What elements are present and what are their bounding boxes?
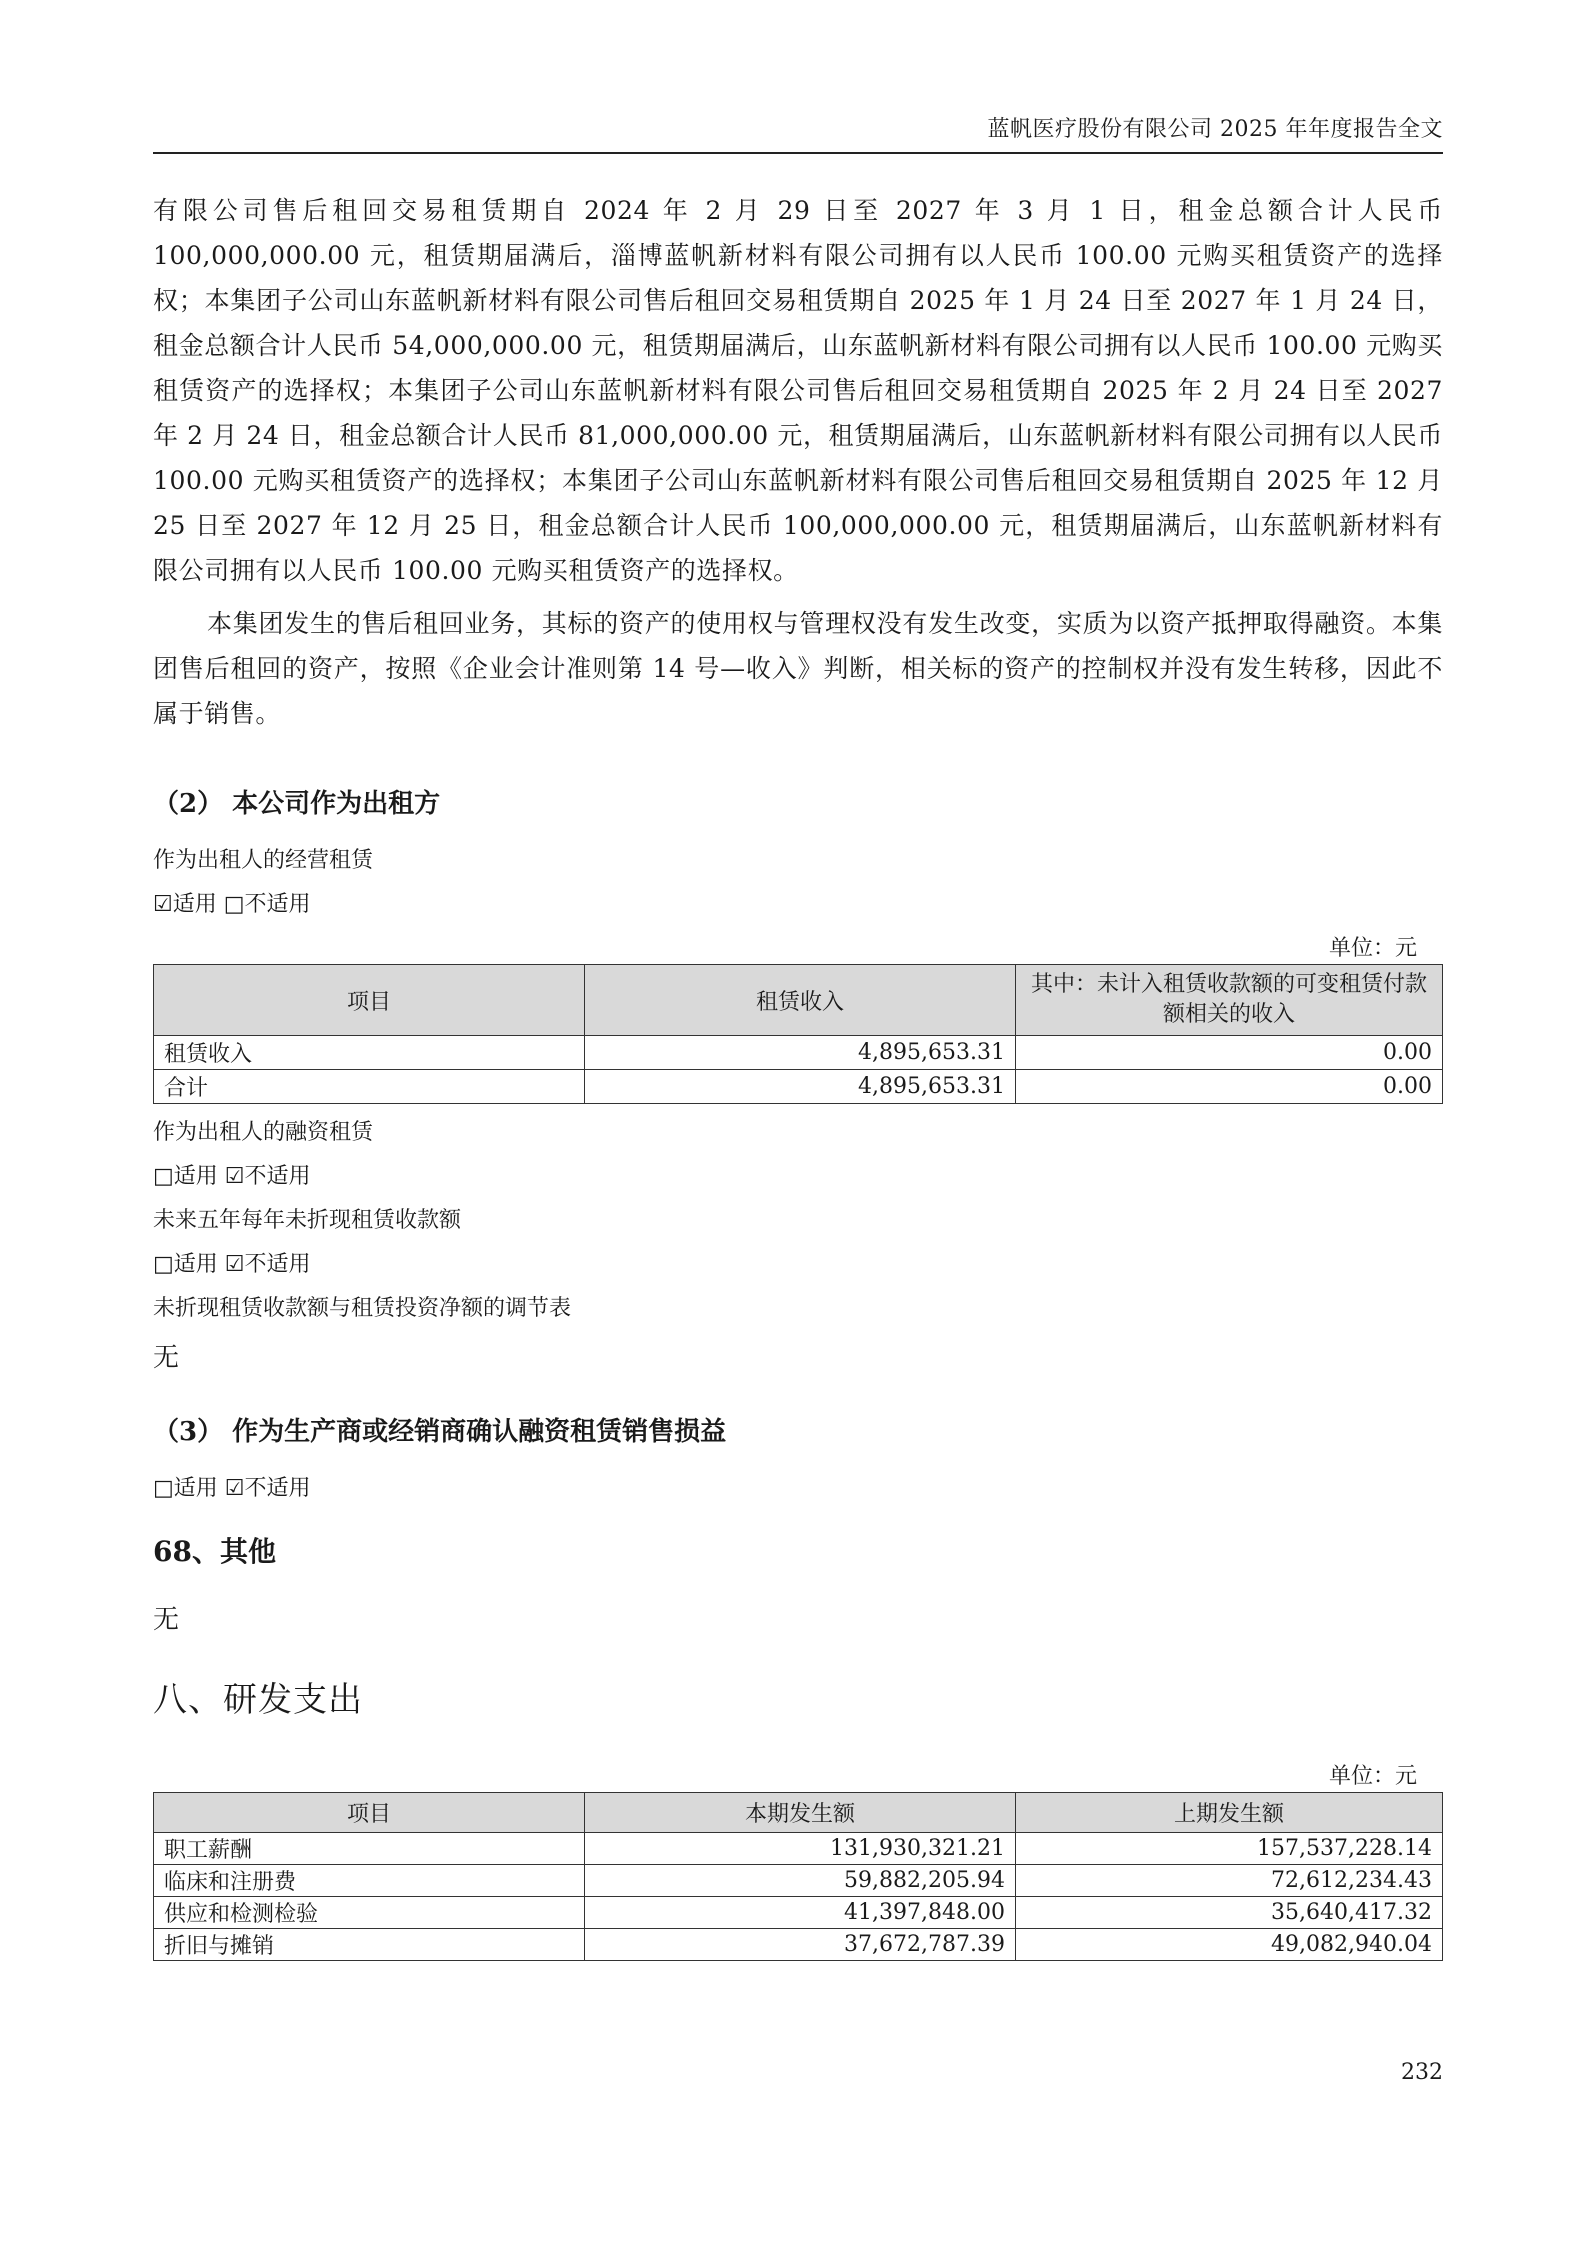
table-row: [154, 1865, 1443, 1897]
row-value: 35,640,417.32: [1016, 1897, 1443, 1929]
rd-expense-table: [153, 1792, 1443, 1961]
table-row: [154, 1036, 1443, 1070]
table-header-row: [154, 1793, 1443, 1833]
reconciliation-label: 未折现租赁收款额与租赁投资净额的调节表: [153, 1296, 572, 1321]
lease-table-unit: 单位：元: [1328, 936, 1417, 961]
row-label: 职工薪酬: [154, 1833, 585, 1865]
operating-lease-label: 作为出租人的经营租赁: [153, 848, 374, 873]
header-cell-prior-period: 上期发生额: [1016, 1793, 1443, 1833]
row-value: 49,082,940.04: [1016, 1929, 1443, 1961]
lease-income-table: [153, 964, 1443, 1104]
section68-title: 68、其他: [153, 1535, 276, 1568]
row-value: 157,537,228.14: [1016, 1833, 1443, 1865]
row-value: 131,930,321.21: [585, 1833, 1016, 1865]
row-value: 72,612,234.43: [1016, 1865, 1443, 1897]
future-receipts-applicability: □适用 ☑不适用: [153, 1252, 311, 1277]
row-label: 合计: [154, 1070, 585, 1104]
row-value: 37,672,787.39: [585, 1929, 1016, 1961]
section68-value: 无: [153, 1605, 180, 1635]
header-divider: [153, 152, 1443, 154]
table-row: [154, 1929, 1443, 1961]
section8-title: 八、研发支出: [153, 1680, 363, 1720]
section3-title: （3） 作为生产商或经销商确认融资租赁销售损益: [153, 1417, 727, 1447]
page-number: 232: [1401, 2060, 1443, 2085]
row-value: 4,895,653.31: [585, 1070, 1016, 1104]
finance-lease-applicability: □适用 ☑不适用: [153, 1164, 311, 1189]
reconciliation-value: 无: [153, 1343, 180, 1373]
header-cell-lease-income: 租赁收入: [585, 965, 1016, 1036]
operating-lease-applicability: ☑适用 □不适用: [153, 892, 311, 917]
rd-table-unit: 单位：元: [1328, 1764, 1417, 1789]
row-value: 0.00: [1016, 1036, 1443, 1070]
section3-applicability: □适用 ☑不适用: [153, 1476, 311, 1501]
finance-lease-label: 作为出租人的融资租赁: [153, 1120, 374, 1145]
future-receipts-label: 未来五年每年未折现租赁收款额: [153, 1208, 462, 1233]
table-row: [154, 1070, 1443, 1104]
row-label: 租赁收入: [154, 1036, 585, 1070]
page-content: [153, 188, 1443, 1961]
row-label: 供应和检测检验: [154, 1897, 585, 1929]
header-cell-current-period: 本期发生额: [585, 1793, 1016, 1833]
header-cell-item: 项目: [154, 1793, 585, 1833]
row-label: 折旧与摊销: [154, 1929, 585, 1961]
header-title: 蓝帆医疗股份有限公司 2025 年年度报告全文: [987, 117, 1443, 142]
section2-title: （2） 本公司作为出租方: [153, 789, 441, 819]
header-cell-variable-income: 其中：未计入租赁收款额的可变租赁付款额相关的收入: [1016, 965, 1443, 1036]
table-row: [154, 1897, 1443, 1929]
sale-leaseback-paragraph: 本集团发生的售后租回业务，其标的资产的使用权与管理权没有发生改变，实质为以资产抵押取得融资。本集团售后租回的资产，按照《企业会计准则第 14 号—收入》判断，相关标的资产的控制权并没有发生转移，因此不属于销售。: [153, 609, 1443, 728]
row-value: 41,397,848.00: [585, 1897, 1016, 1929]
row-value: 59,882,205.94: [585, 1865, 1016, 1897]
row-value: 4,895,653.31: [585, 1036, 1016, 1070]
table-header-row: [154, 965, 1443, 1036]
intro-paragraph: 有限公司售后租回交易租赁期自 2024 年 2 月 29 日至 2027 年 3 月 1 日，租金总额合计人民币 100,000,000.00 元，租赁期届满后，淄博蓝帆新材料有限公司拥有以人民币 100.00 元购买租赁资产的选择权；本集团子公司山东蓝帆新材料有限公司售后租回交易租赁期自 2025 年 1 月 24 日至 2027 年 1 月 24 日，租金总额合计人民币 54,000,000.00 元，租赁期届满后，山东蓝帆新材料有限公司拥有以人民币 100.00 元购买租赁资产的选择权；本集团子公司山东蓝帆新材料有限公司售后租回交易租赁期自 2025 年 2 月 24 日至 2027 年 2 月 24 日，租金总额合计人民币 81,000,000.00 元，租赁期届满后，山东蓝帆新材料有限公司拥有以人民币 100.00 元购买租赁资产的选择权；本集团子公司山东蓝帆新材料有限公司售后租回交易租赁期自 2025 年 12 月 25 日至 2027 年 12 月 25 日，租金总额合计人民币 100,000,000.00 元，租赁期届满后，山东蓝帆新材料有限公司拥有以人民币 100.00 元购买租赁资产的选择权。: [153, 196, 1443, 585]
row-label: 临床和注册费: [154, 1865, 585, 1897]
table-row: [154, 1833, 1443, 1865]
row-value: 0.00: [1016, 1070, 1443, 1104]
header-cell-item: 项目: [154, 965, 585, 1036]
